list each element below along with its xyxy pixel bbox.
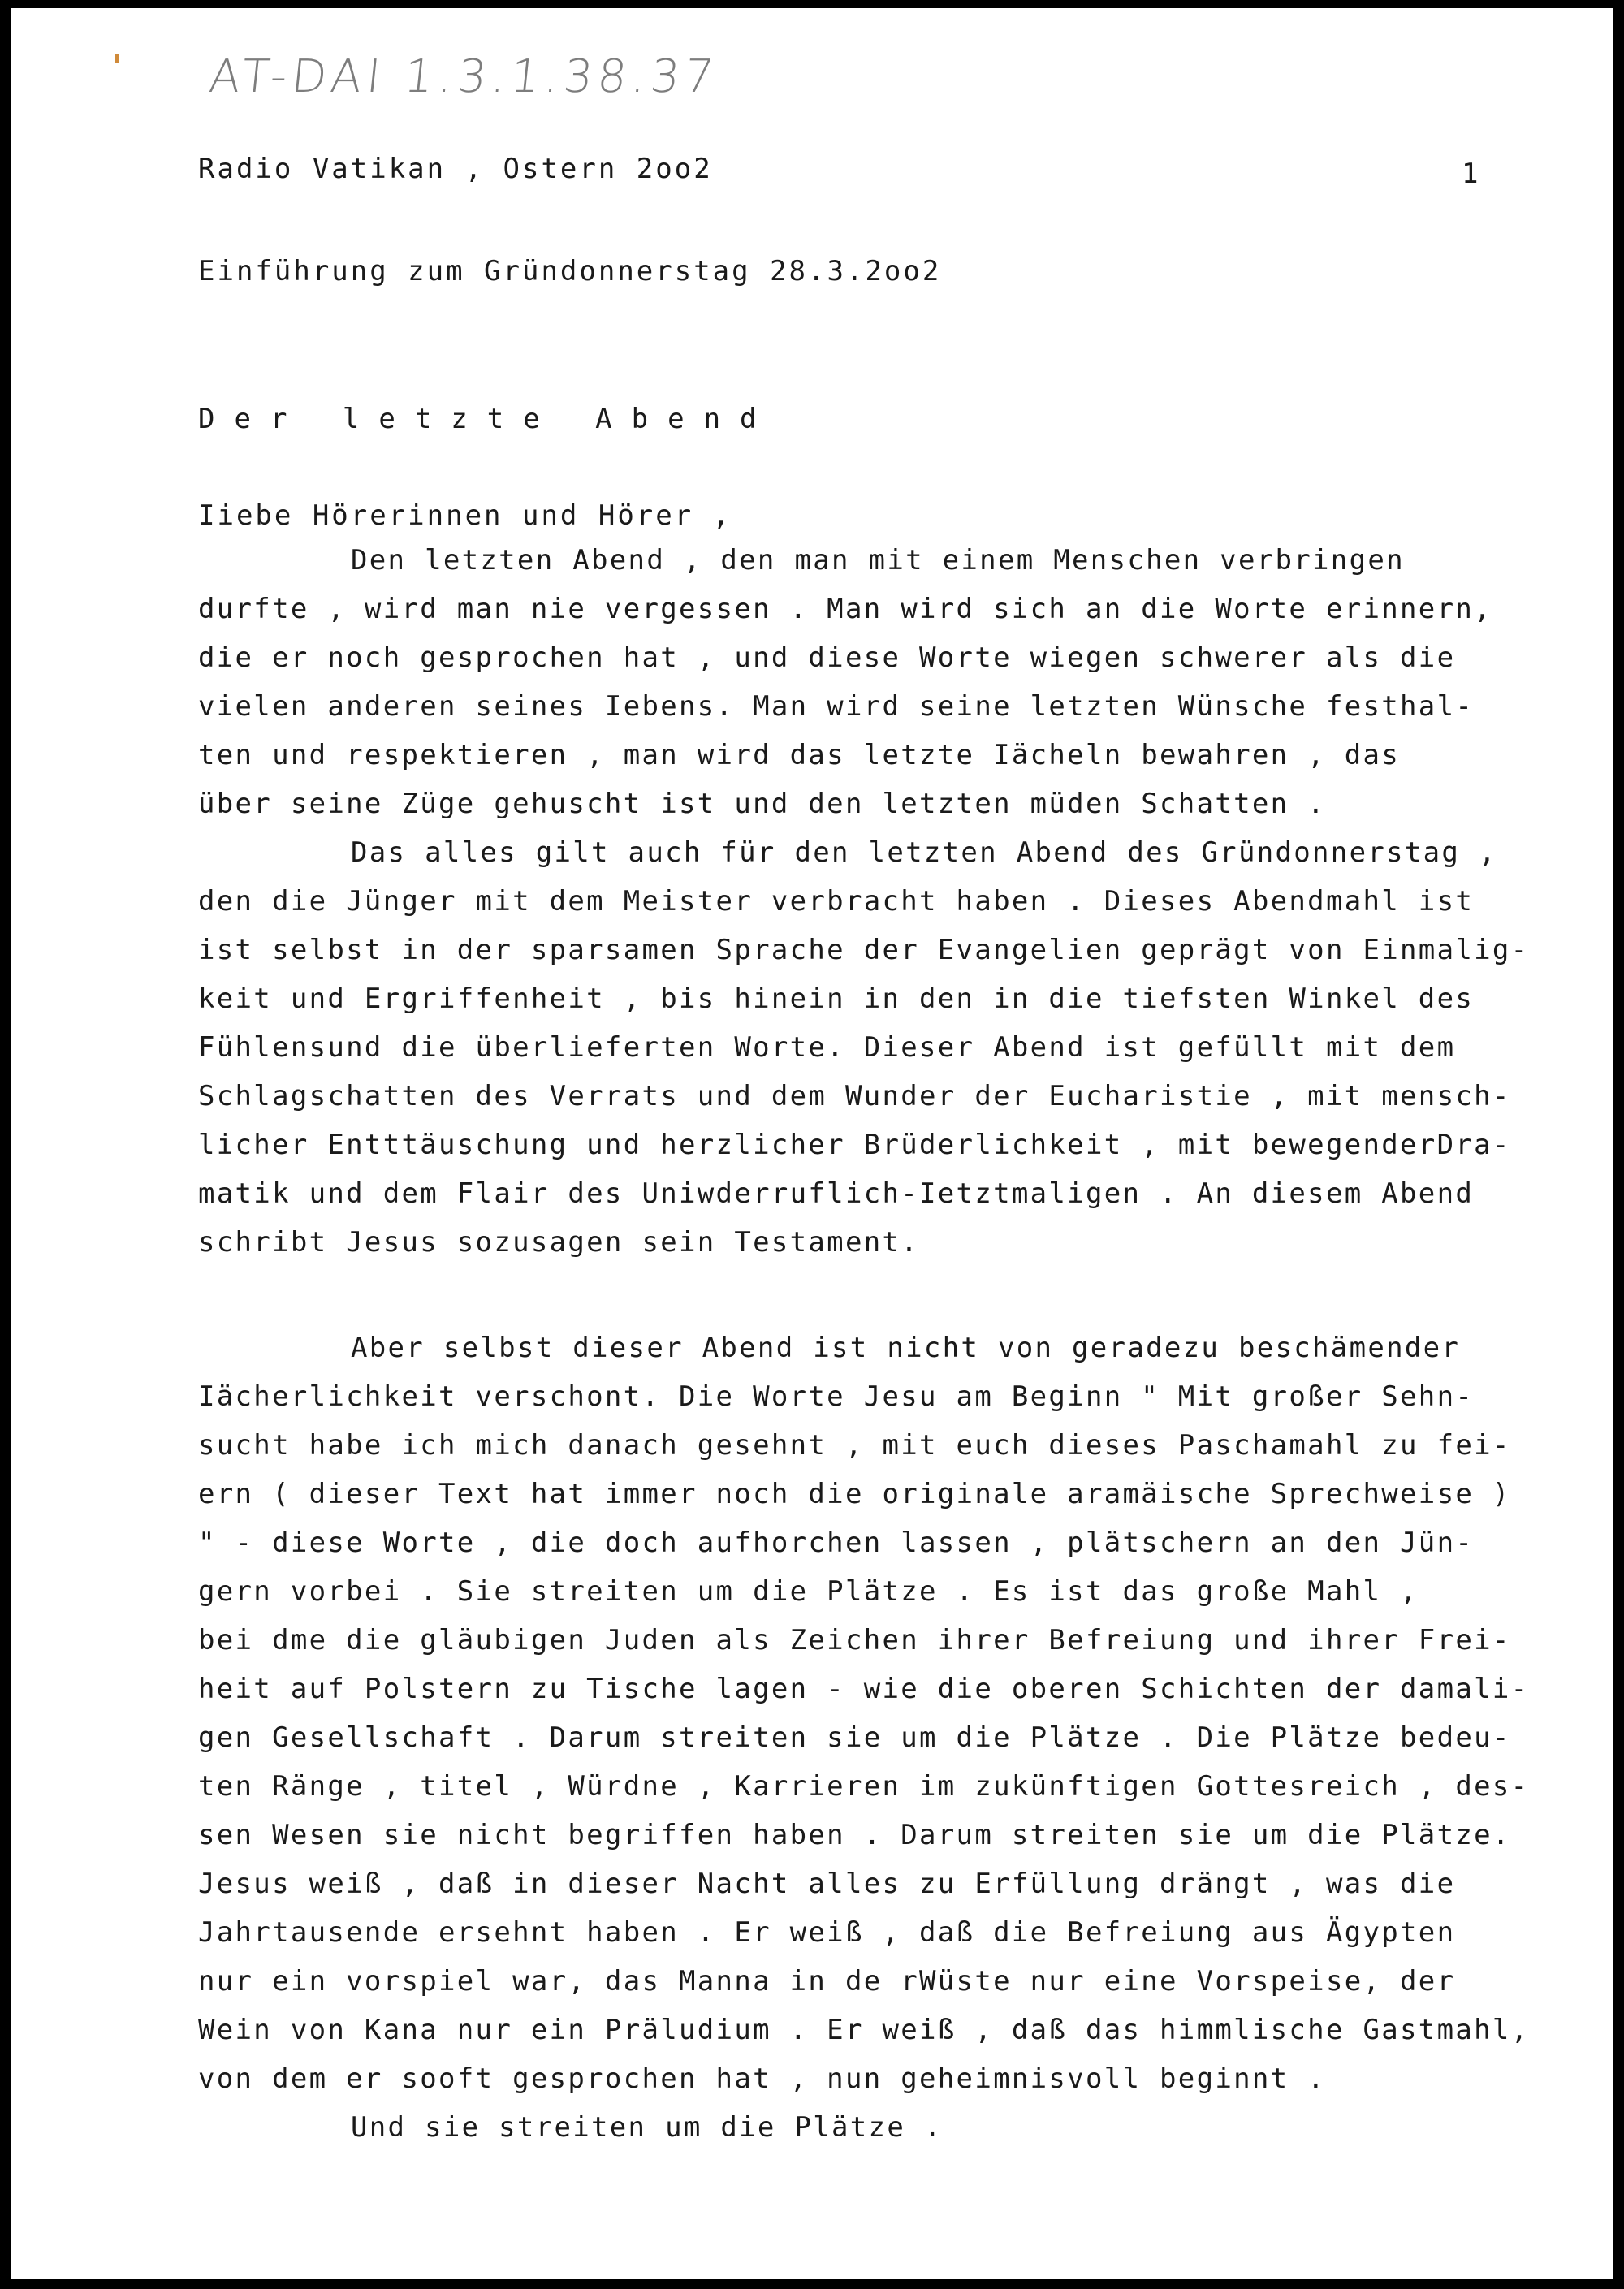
text-line: Fühlensund die überlieferten Worte. Dieser Abend ist gefüllt mit dem [198, 1031, 1456, 1064]
salutation: Iiebe Hörerinnen und Hörer , [198, 499, 732, 532]
text-line: sen Wesen sie nicht begriffen haben . Darum streiten sie um die Plätze. [198, 1819, 1511, 1851]
text-line: vielen anderen seines Iebens. Man wird seine letzten Wünsche festhal- [198, 690, 1475, 723]
paragraph-1 [198, 536, 1595, 828]
text-line: Das alles gilt auch für den letzten Abend des Gründonnerstag , [351, 836, 1497, 869]
text-line: Aber selbst dieser Abend ist nicht von geradezu beschämender [351, 1332, 1461, 1364]
text-line: bei dme die gläubigen Juden als Zeichen ihrer Befreiung und ihrer Frei- [198, 1624, 1511, 1656]
text-line: die er noch gesprochen hat , und diese Worte wiegen schwerer als die [198, 641, 1456, 674]
text-line: heit auf Polstern zu Tische lagen - wie die oberen Schichten der damali- [198, 1673, 1530, 1705]
text-line: Den letzten Abend , den man mit einem Menschen verbringen [351, 544, 1405, 577]
text-line: gern vorbei . Sie streiten um die Plätze . Es ist das große Mahl , [198, 1575, 1419, 1608]
text-line: ten und respektieren , man wird das letzte Iächeln bewahren , das [198, 739, 1401, 771]
page-number: 1 [1462, 158, 1480, 190]
text-line: Iächerlichkeit verschont. Die Worte Jesu am Beginn " Mit großer Sehn- [198, 1380, 1475, 1413]
text-line: sucht habe ich mich danach gesehnt , mit euch dieses Paschamahl zu fei- [198, 1429, 1511, 1462]
text-line: durfte , wird man nie vergessen . Man wird sich an die Worte erinnern, [198, 593, 1492, 625]
document-header: Radio Vatikan , Ostern 2oo2 [198, 153, 713, 185]
text-line: keit und Ergriffenheit , bis hinein in den in die tiefsten Winkel des [198, 983, 1475, 1015]
text-line: ern ( dieser Text hat immer noch die originale aramäische Sprechweise ) [198, 1478, 1511, 1510]
text-line: gen Gesellschaft . Darum streiten sie um die Plätze . Die Plätze bedeu- [198, 1721, 1511, 1754]
text-line: " - diese Worte , die doch aufhorchen lassen , plätschern an den Jün- [198, 1527, 1475, 1559]
text-line: nur ein vorspiel war, das Manna in de rWüste nur eine Vorspeise, der [198, 1965, 1456, 1997]
paragraph-2 [198, 828, 1595, 1267]
paragraph-3 [198, 1324, 1595, 2152]
text-line: von dem er sooft gesprochen hat , nun geheimnisvoll beginnt . [198, 2062, 1326, 2095]
document-page [11, 8, 1613, 2279]
archive-reference: AT-DAI 1.3.1.38.37 [206, 50, 722, 103]
text-line: über seine Züge gehuscht ist und den letzten müden Schatten . [198, 788, 1326, 820]
text-line: matik und dem Flair des Uniwderruflich-Ietztmaligen . An diesem Abend [198, 1177, 1475, 1210]
text-line: Jahrtausende ersehnt haben . Er weiß , daß die Befreiung aus Ägypten [198, 1916, 1456, 1949]
pencil-mark [115, 54, 119, 63]
text-line: den die Jünger mit dem Meister verbracht haben . Dieses Abendmahl ist [198, 885, 1475, 918]
text-line: Schlagschatten des Verrats und dem Wunder der Eucharistie , mit mensch- [198, 1080, 1511, 1112]
text-line: Wein von Kana nur ein Präludium . Er weiß , daß das himmlische Gastmahl, [198, 2014, 1530, 2046]
text-line: ist selbst in der sparsamen Sprache der Evangelien geprägt von Einmalig- [198, 934, 1530, 966]
document-subtitle: Einführung zum Gründonnerstag 28.3.2oo2 [198, 255, 942, 287]
text-line: Jesus weiß , daß in dieser Nacht alles zu Erfüllung drängt , was die [198, 1868, 1456, 1900]
text-line: licher Entttäuschung und herzlicher Brüderlichkeit , mit bewegenderDra- [198, 1129, 1511, 1161]
text-line: Und sie streiten um die Plätze . [351, 2111, 943, 2144]
text-line: ten Ränge , titel , Würdne , Karrieren im zukünftigen Gottesreich , des- [198, 1770, 1530, 1803]
document-title: Der letzte Abend [198, 403, 776, 435]
text-line: schribt Jesus sozusagen sein Testament. [198, 1226, 920, 1259]
